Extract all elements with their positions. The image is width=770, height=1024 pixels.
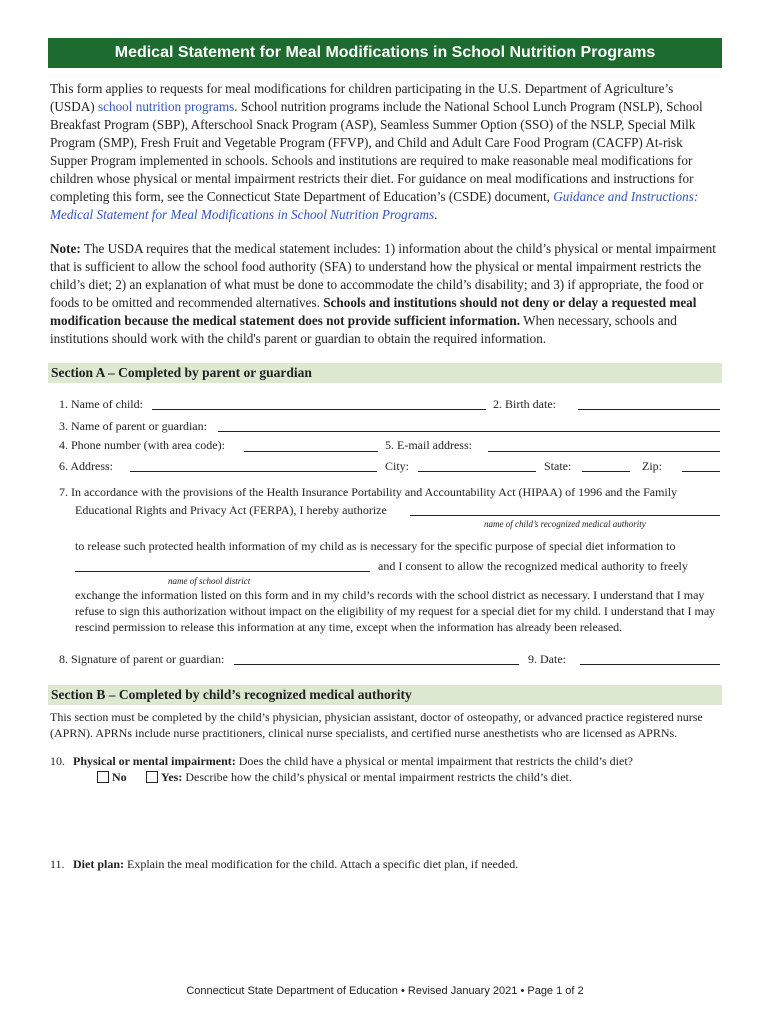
city-label: City: bbox=[385, 459, 410, 473]
footer-revised: Revised January 2021 bbox=[407, 985, 518, 997]
authorization-text-1: 7. In accordance with the provisions of the Health Insurance Portability and Accountability Act (HIPAA) of 1996 and the Family bbox=[59, 485, 678, 499]
no-option[interactable] bbox=[97, 770, 127, 784]
zip-field[interactable] bbox=[682, 471, 720, 472]
q10-question bbox=[73, 754, 633, 768]
address-field[interactable] bbox=[130, 471, 377, 472]
section-a-heading: Section A – Completed by parent or guardian bbox=[48, 363, 722, 383]
date-label: 9. Date: bbox=[528, 652, 566, 666]
no-checkbox[interactable] bbox=[97, 771, 109, 783]
q11-question bbox=[73, 857, 518, 871]
state-field[interactable] bbox=[582, 471, 630, 472]
birth-date-label: 2. Birth date: bbox=[493, 397, 556, 411]
yes-label: Yes: bbox=[161, 770, 183, 784]
yes-text: Describe how the child’s physical or mental impairment restricts the child’s diet. bbox=[182, 770, 572, 784]
note-text: The USDA requires that the medical statement includes: 1) information about the child’s physical or mental impairment that is sufficient to allow the school food authority (SFA) to understand how the physical or mental impairment restricts the child’s diet; 2) an explanation of what must be done to accommodate the child’s disability; and 3) if appropriate, the food or foods to be omitted and recommended alternatives. bbox=[50, 241, 716, 310]
medical-authority-caption: name of child’s recognized medical authority bbox=[484, 519, 646, 529]
signature-label: 8. Signature of parent or guardian: bbox=[59, 652, 225, 666]
parent-name-label: 3. Name of parent or guardian: bbox=[59, 419, 207, 433]
consent-text: and I consent to allow the recognized medical authority to freely bbox=[378, 559, 688, 573]
footer-page-number: Page 1 of 2 bbox=[527, 985, 584, 997]
name-of-child-field[interactable] bbox=[152, 409, 486, 410]
school-district-caption: name of school district bbox=[168, 576, 251, 586]
school-nutrition-programs-link[interactable]: school nutrition programs bbox=[98, 99, 235, 114]
no-label: No bbox=[112, 770, 127, 784]
signature-field[interactable] bbox=[234, 664, 519, 665]
form-title: Medical Statement for Meal Modifications in School Nutrition Programs bbox=[48, 38, 722, 68]
note-bold-text: Schools and institutions should not deny or delay a requested meal modification because the medical statement does not provide sufficient information. bbox=[50, 295, 697, 328]
city-field[interactable] bbox=[418, 471, 536, 472]
address-label: 6. Address: bbox=[59, 459, 113, 473]
q10-text: Does the child have a physical or mental impairment that restricts the child’s diet? bbox=[235, 754, 633, 768]
intro-text: This form applies to requests for meal modifications for children participating in the U.S. Department of Agriculture’s (USDA) bbox=[50, 81, 674, 114]
q11-number: 11. bbox=[50, 857, 65, 871]
release-text: to release such protected health information of my child as is necessary for the specific purpose of special diet information to bbox=[75, 539, 676, 553]
email-field[interactable] bbox=[488, 451, 720, 452]
authorization-text-2: Educational Rights and Privacy Act (FERPA), I hereby authorize bbox=[75, 503, 387, 517]
intro-paragraph bbox=[50, 80, 720, 224]
note-label: Note: bbox=[50, 241, 81, 256]
date-field[interactable] bbox=[580, 664, 720, 665]
q10-label: Physical or mental impairment: bbox=[73, 754, 236, 768]
medical-authority-field[interactable] bbox=[410, 515, 720, 516]
school-district-field[interactable] bbox=[75, 571, 370, 572]
q11-text: Explain the meal modification for the child. Attach a specific diet plan, if needed. bbox=[124, 857, 519, 871]
yes-checkbox[interactable] bbox=[146, 771, 158, 783]
phone-field[interactable] bbox=[244, 451, 378, 452]
zip-label: Zip: bbox=[642, 459, 662, 473]
exchange-paragraph: exchange the information listed on this form and in my child’s records with the school district as necessary. I understand that I may refuse to sign this authorization without impact on the eligibility of my request for a special diet for my child. I understand that I may rescind permission to release this information at any time, except when the information has already been released. bbox=[75, 588, 716, 634]
state-label: State: bbox=[544, 459, 572, 473]
parent-name-field[interactable] bbox=[218, 431, 720, 432]
name-of-child-label: 1. Name of child: bbox=[59, 397, 143, 411]
phone-label: 4. Phone number (with area code): bbox=[59, 438, 225, 452]
q10-number: 10. bbox=[50, 754, 65, 768]
intro-end: . bbox=[434, 207, 438, 222]
note-text-2: When necessary, schools and institutions should work with the child's parent or guardian to obtain the required information. bbox=[50, 313, 677, 346]
page-footer bbox=[0, 985, 770, 997]
yes-option[interactable] bbox=[146, 770, 572, 784]
footer-separator-2: • bbox=[520, 985, 525, 997]
guidance-link[interactable]: Guidance and Instructions: Medical Statement for Meal Modifications in School Nutrition Programs bbox=[50, 189, 699, 222]
intro-text-2: . School nutrition programs include the National School Lunch Program (NSLP), School Breakfast Program (SBP), Afterschool Snack Program (ASP), Seamless Summer Option (SSO) of the NSLP, Special Milk Program (SMP), Fresh Fruit and Vegetable Program (FFVP), and Child and Adult Care Food Program (CACFP) At-risk Supper Program implemented in schools. Schools and institutions are required to make reasonable meal modifications for children whose physical or mental impairment restricts their diet. For guidance on meal modifications and instructions for completing this form, see the Connecticut State Department of Education’s (CSDE) document, bbox=[50, 99, 703, 204]
section-b-intro: This section must be completed by the child’s physician, physician assistant, doctor of osteopathy, or advanced practice registered nurse (APRN). APRNs include nurse practitioners, clinical nurse specialists, and certified nurse anesthetists who are licensed as APRNs. bbox=[50, 710, 703, 740]
birth-date-field[interactable] bbox=[578, 409, 720, 410]
footer-org: Connecticut State Department of Education bbox=[186, 985, 398, 997]
footer-separator: • bbox=[400, 985, 405, 997]
note-paragraph bbox=[50, 240, 720, 348]
email-label: 5. E-mail address: bbox=[385, 438, 472, 452]
q11-label: Diet plan: bbox=[73, 857, 124, 871]
section-b-heading: Section B – Completed by child’s recognized medical authority bbox=[48, 685, 722, 705]
